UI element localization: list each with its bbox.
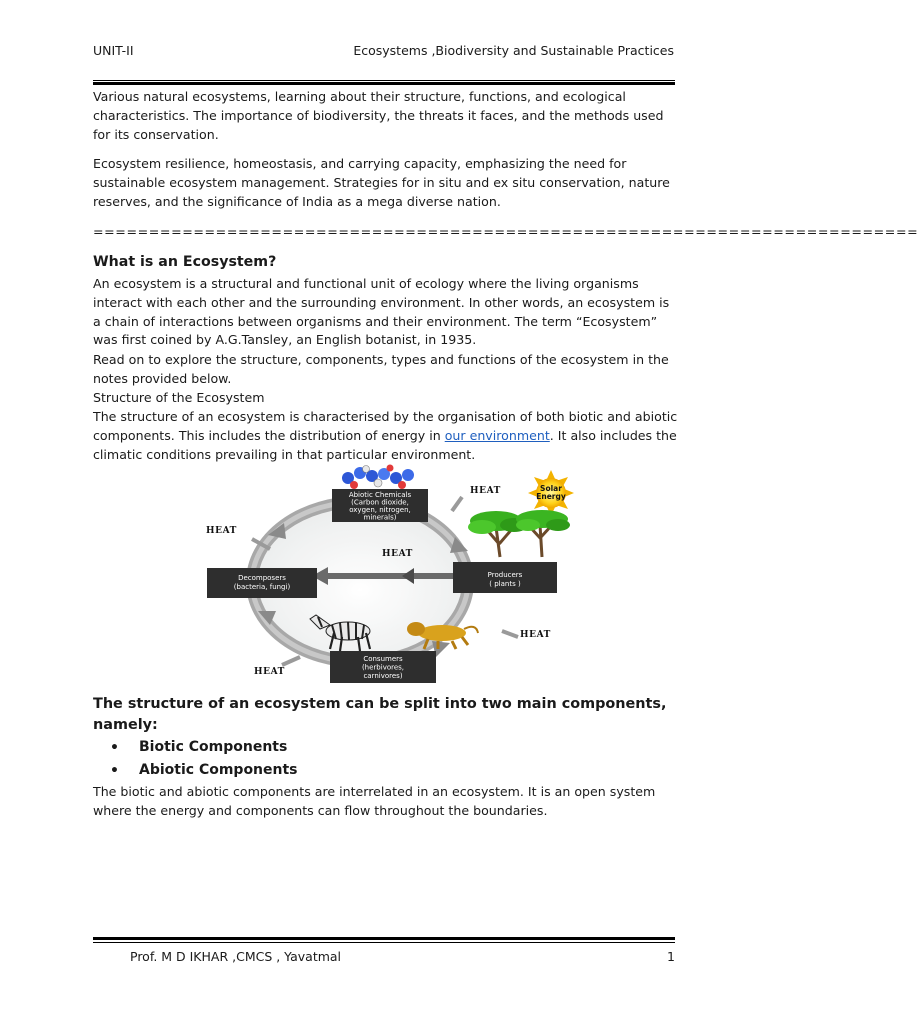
heat-arrow-right: [502, 631, 518, 637]
abiotic-line-2: (Carbon dioxide,: [351, 498, 409, 507]
bullet-biotic: Biotic Components: [139, 739, 288, 755]
components-list: [110, 739, 298, 785]
heat-label-center: HEAT: [382, 549, 413, 559]
header-title: Ecosystems ,Biodiversity and Sustainable Practices: [353, 43, 674, 58]
structure-subheading: Structure of the Ecosystem: [93, 390, 265, 405]
header-rule-thin: [93, 80, 675, 81]
list-item: [110, 762, 298, 785]
decomposers-line-2: (bacteria, fungi): [233, 583, 291, 591]
footer-rule-thin: [93, 942, 675, 943]
footer-rule-thick: [93, 937, 675, 940]
heat-label-top: HEAT: [470, 486, 501, 496]
heat-label-right: HEAT: [520, 630, 551, 640]
structure-text-after: . It also includes the climatic conditions prevailing in that particular environment.: [93, 427, 677, 462]
structure-text-before: The structure of an ecosystem is characterised by the organisation of both biotic and abiotic components. This includes the distribution of energy in: [93, 409, 678, 443]
header-unit: UNIT-II: [93, 43, 134, 58]
page-number: 1: [667, 949, 675, 964]
footer-author: Prof. M D IKHAR ,CMCS , Yavatmal: [130, 949, 342, 964]
solar-label: Solar: [540, 484, 562, 493]
heat-arrow-bottom: [282, 657, 300, 665]
abiotic-line-1: Abiotic Chemicals: [348, 491, 412, 499]
ecosystem-definition: An ecosystem is a structural and functional unit of ecology where the living organisms interact with each other and the surrounding environment. In other words, an ecosystem is a chain of interactions between organisms and their environment. The term “Ecosystem” was first coined by A.G.Tansley, an English botanist, in 1935.: [93, 276, 670, 348]
producers-line-1: Producers: [487, 571, 523, 579]
heat-arrow-top: [452, 497, 462, 511]
section-heading-ecosystem: What is an Ecosystem?: [93, 254, 277, 270]
intro-paragraph-1: Various natural ecosystems, learning about their structure, functions, and ecological characteristics. The importance of biodiversity, the threats it faces, and the methods used for its conservation.: [93, 89, 664, 142]
consumers-line-1: Consumers: [363, 655, 403, 663]
components-heading: The structure of an ecosystem can be split into two main components, namely:: [93, 696, 667, 733]
abiotic-line-4: minerals): [363, 513, 397, 522]
heat-label-bottom: HEAT: [254, 667, 285, 677]
consumers-line-2: (herbivores,: [361, 663, 405, 672]
intro-paragraph-2: Ecosystem resilience, homeostasis, and carrying capacity, emphasizing the need for sustainable ecosystem management. Strategies for in situ and ex situ conservation, nature reserves, and the significance of India as a mega diverse nation.: [93, 156, 670, 209]
ecosystem-cycle-diagram: [200, 465, 572, 683]
our-environment-link[interactable]: our environment: [444, 427, 550, 443]
bullet-abiotic: Abiotic Components: [139, 762, 298, 778]
bullet-dot-icon: •: [110, 763, 119, 779]
decomposers-line-1: Decomposers: [238, 574, 286, 582]
header-rule-thick: [93, 82, 675, 85]
molecule-cluster: [342, 465, 414, 490]
trees-icon: [468, 510, 570, 557]
read-on-paragraph: Read on to explore the structure, components, types and functions of the ecosystem in the notes provided below.: [93, 352, 669, 386]
abiotic-line-3: oxygen, nitrogen,: [349, 506, 411, 514]
producers-line-2: ( plants ): [489, 580, 521, 588]
interrelation-paragraph: The biotic and abiotic components are interrelated in an ecosystem. It is an open system where the energy and components can flow throughout the boundaries.: [93, 784, 656, 818]
heat-label-left: HEAT: [206, 526, 237, 536]
energy-label: Energy: [536, 492, 566, 501]
structure-paragraph: [93, 408, 678, 464]
bullet-dot-icon: •: [110, 740, 119, 756]
separator-line: ==========================================================================: [93, 224, 918, 239]
list-item: [110, 739, 298, 762]
consumers-line-3: carnivores): [363, 672, 403, 680]
